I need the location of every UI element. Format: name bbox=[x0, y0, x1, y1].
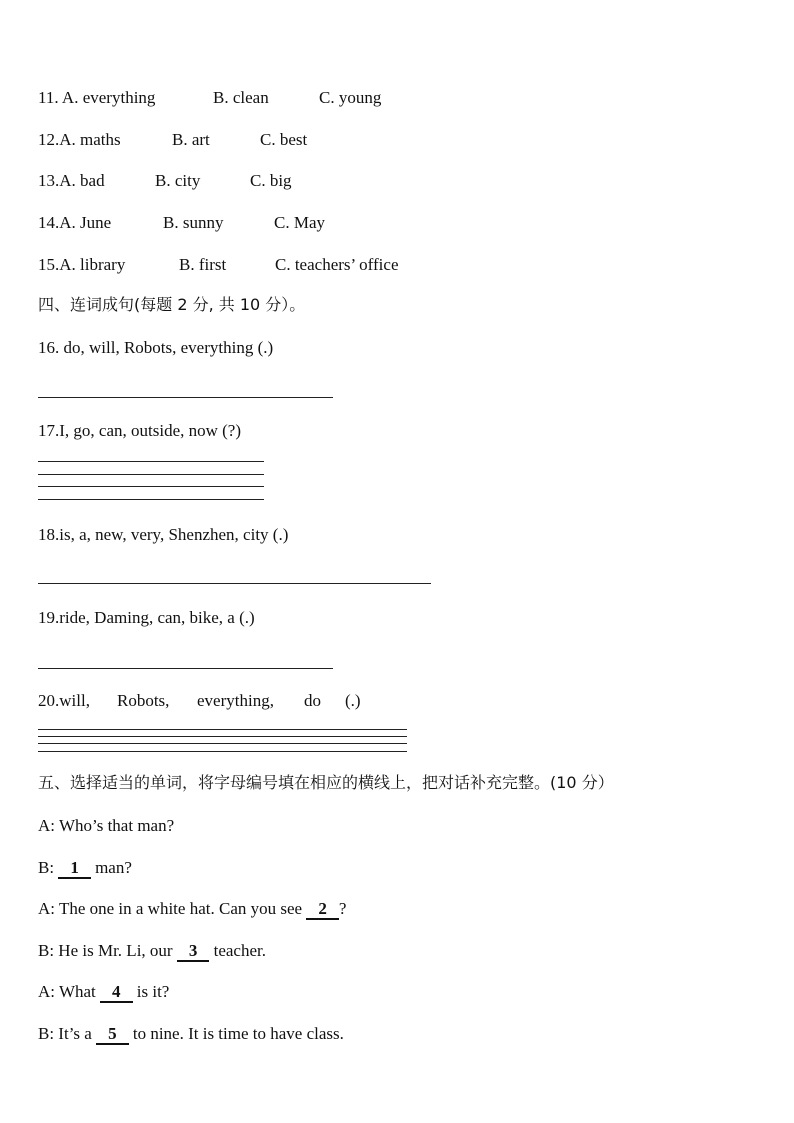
question-text: .is, a, new, very, Shenzhen, city (.) bbox=[55, 525, 289, 544]
question-number: 12 bbox=[38, 130, 55, 149]
question-number: 19 bbox=[38, 608, 55, 627]
dialogue-text: A: The one in a white hat. Can you see bbox=[38, 899, 307, 918]
option-b: B. first bbox=[179, 255, 227, 274]
question-number: 15 bbox=[38, 255, 55, 274]
question-12 bbox=[38, 130, 308, 150]
dialogue-text: to nine. It is time to have class. bbox=[128, 1024, 344, 1043]
blank-2: 2 bbox=[306, 900, 339, 920]
question-number: 20 bbox=[38, 691, 55, 710]
dialogue-line bbox=[38, 816, 174, 836]
blank-5: 5 bbox=[96, 1025, 129, 1045]
answer-line bbox=[38, 743, 407, 744]
blank-4: 4 bbox=[100, 983, 133, 1003]
question-word: Robots, bbox=[117, 691, 170, 710]
option-b: B. clean bbox=[213, 88, 269, 107]
question-word: (.) bbox=[345, 691, 361, 710]
question-number: 17 bbox=[38, 421, 55, 440]
question-18 bbox=[38, 525, 288, 545]
answer-line bbox=[38, 499, 264, 500]
question-text: .ride, Daming, can, bike, a (.) bbox=[55, 608, 255, 627]
question-text: .I, go, can, outside, now (?) bbox=[55, 421, 242, 440]
dialogue-text: A: Who’s that man? bbox=[38, 816, 175, 835]
option-a: .A. maths bbox=[55, 130, 121, 149]
question-word: .will, bbox=[55, 691, 90, 710]
answer-line bbox=[38, 729, 407, 730]
dialogue-text: man? bbox=[90, 858, 132, 877]
option-c: C. young bbox=[319, 88, 382, 107]
answer-line bbox=[38, 474, 264, 475]
question-15 bbox=[38, 255, 399, 275]
dialogue-text: B: He is Mr. Li, our bbox=[38, 941, 177, 960]
option-a: . A. everything bbox=[54, 88, 156, 107]
option-a: .A. library bbox=[55, 255, 126, 274]
option-b: B. city bbox=[155, 171, 201, 190]
answer-line bbox=[38, 583, 431, 584]
answer-line bbox=[38, 751, 407, 752]
option-c: C. best bbox=[260, 130, 308, 149]
option-c: C. May bbox=[274, 213, 325, 232]
answer-line bbox=[38, 397, 333, 398]
question-number: 18 bbox=[38, 525, 55, 544]
question-14 bbox=[38, 213, 325, 233]
option-b: B. art bbox=[172, 130, 210, 149]
option-b: B. sunny bbox=[163, 213, 224, 232]
question-17 bbox=[38, 421, 241, 441]
question-13 bbox=[38, 171, 292, 191]
dialogue-line bbox=[38, 1024, 344, 1045]
question-word: do bbox=[304, 691, 321, 710]
question-20 bbox=[38, 691, 361, 711]
option-c: C. teachers’ office bbox=[275, 255, 399, 274]
blank-3: 3 bbox=[177, 942, 210, 962]
dialogue-line bbox=[38, 899, 346, 920]
option-a: .A. June bbox=[55, 213, 112, 232]
blank-1: 1 bbox=[58, 859, 91, 879]
dialogue-line bbox=[38, 858, 132, 879]
dialogue-text: teacher. bbox=[209, 941, 266, 960]
answer-line bbox=[38, 736, 407, 737]
answer-line bbox=[38, 668, 333, 669]
question-11 bbox=[38, 88, 382, 108]
option-a: .A. bad bbox=[55, 171, 105, 190]
section-4-heading: 四、连词成句(每题 2 分, 共 10 分）。 bbox=[38, 295, 306, 314]
question-number: 14 bbox=[38, 213, 55, 232]
dialogue-text: is it? bbox=[132, 982, 170, 1001]
question-word: everything, bbox=[197, 691, 274, 710]
dialogue-text: A: What bbox=[38, 982, 101, 1001]
question-number: 13 bbox=[38, 171, 55, 190]
answer-line bbox=[38, 486, 264, 487]
section-5-heading: 五、选择适当的单词，将字母编号填在相应的横线上，把对话补充完整。(10 分） bbox=[38, 773, 614, 792]
dialogue-text: ? bbox=[338, 899, 347, 918]
answer-line bbox=[38, 461, 264, 462]
question-text: . do, will, Robots, everything (.) bbox=[55, 338, 274, 357]
dialogue-line bbox=[38, 982, 169, 1003]
question-number: 16 bbox=[38, 338, 55, 357]
option-c: C. big bbox=[250, 171, 292, 190]
dialogue-text: B: It’s a bbox=[38, 1024, 97, 1043]
dialogue-text: B: bbox=[38, 858, 59, 877]
dialogue-line bbox=[38, 941, 266, 962]
question-16 bbox=[38, 338, 273, 358]
question-number: 11 bbox=[38, 88, 55, 107]
question-19 bbox=[38, 608, 255, 628]
